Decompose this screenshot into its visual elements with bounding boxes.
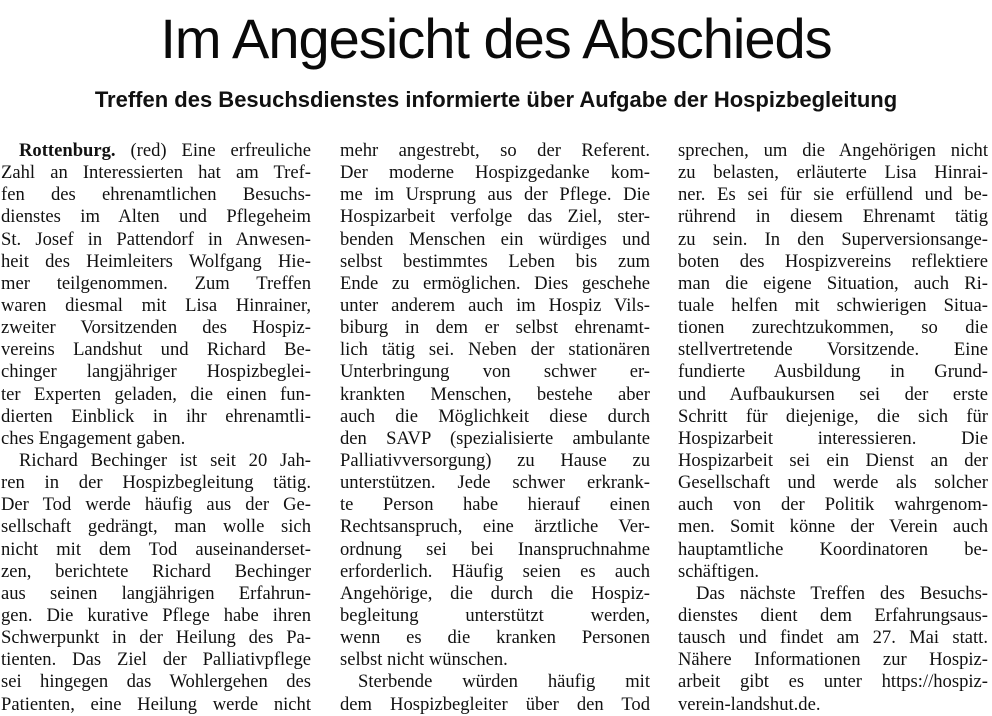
article-line: biburg in dem er selbst ehrenamt- bbox=[340, 317, 650, 339]
article-line: dem Hospizbegleiter über den Tod bbox=[340, 693, 650, 715]
article-line: dienstes im Alten und Pflegeheim bbox=[1, 206, 311, 228]
article-line: arbeit gibt es unter https://hospiz- bbox=[678, 671, 988, 693]
article-line: Zahl an Interessierten hat am Tref- bbox=[1, 162, 311, 184]
article-line: unter anderem auch im Hospiz Vils- bbox=[340, 294, 650, 316]
article-line: dierten Einblick in ihr ehrenamtli- bbox=[1, 405, 311, 427]
article-line: tuale helfen mit schwierigen Situa- bbox=[678, 294, 988, 316]
article-line: chinger langjähriger Hospizbeglei- bbox=[1, 361, 311, 383]
article-line: Hospizarbeit verfolge das Ziel, ster- bbox=[340, 206, 650, 228]
article-line: krankten Menschen, bestehe aber bbox=[340, 383, 650, 405]
article-line: den SAVP (spezialisierte ambulante bbox=[340, 427, 650, 449]
article-line: Unterbringung von schwer er- bbox=[340, 361, 650, 383]
article-line: fundierte Ausbildung in Grund- bbox=[678, 361, 988, 383]
article-line: nicht mit dem Tod auseinanderset- bbox=[1, 538, 311, 560]
article-line: me im Ursprung aus der Pflege. Die bbox=[340, 184, 650, 206]
article-line: rührend in diesem Ehrenamt tätig bbox=[678, 206, 988, 228]
article-line: aus seinen langjährigen Erfahrun- bbox=[1, 582, 311, 604]
article-line: te Person habe hierauf einen bbox=[340, 494, 650, 516]
article-line: dienstes dient dem Erfahrungsaus- bbox=[678, 604, 988, 626]
article-line: selbst nicht wünschen. bbox=[340, 649, 508, 671]
article-line: Hospizarbeit interessieren. Die bbox=[678, 427, 988, 449]
article-line bbox=[1, 140, 311, 162]
article-line: Gesellschaft und werde als solcher bbox=[678, 472, 988, 494]
article-line: Patienten, eine Heilung werde nicht bbox=[1, 693, 311, 715]
article-line: zu sein. In den Superversionsange- bbox=[678, 228, 988, 250]
article-line: hauptamtliche Koordinatoren be- bbox=[678, 538, 988, 560]
article-line: unterstützen. Jede schwer erkrank- bbox=[340, 472, 650, 494]
article-line: Palliativversorgung) zu Hause zu bbox=[340, 449, 650, 471]
text-column-2 bbox=[340, 140, 650, 716]
article-line: ter Experten geladen, die einen fun- bbox=[1, 383, 311, 405]
article-line: lich tätig sei. Neben der stationären bbox=[340, 339, 650, 361]
article-line: schäftigen. bbox=[678, 560, 760, 582]
subheadline: Treffen des Besuchsdienstes informierte über Aufgabe der Hospizbegleitung bbox=[94, 87, 898, 112]
article-line: heit des Heimleiters Wolfgang Hie- bbox=[1, 250, 311, 272]
article-line: zweiter Vorsitzenden des Hospiz- bbox=[1, 317, 311, 339]
article-line: erforderlich. Häufig seien es auch bbox=[340, 560, 650, 582]
article-line: waren diesmal mit Lisa Hinrainer, bbox=[1, 294, 311, 316]
article-line: ches Engagement gaben. bbox=[1, 427, 186, 449]
article-line-text: (red) Eine erfreuliche bbox=[115, 140, 311, 161]
article-line: mer teilgenommen. Zum Treffen bbox=[1, 272, 311, 294]
article-line: fen des ehrenamtlichen Besuchs- bbox=[1, 184, 311, 206]
article-line: Der Tod werde häufig aus der Ge- bbox=[1, 494, 311, 516]
article-line: tionen zurechtzukommen, so die bbox=[678, 317, 988, 339]
article-line: und Aufbaukursen sei der erste bbox=[678, 383, 988, 405]
article-line: Hospizarbeit sei ein Dienst an der bbox=[678, 449, 988, 471]
article-line: sprechen, um die Angehörigen nicht bbox=[678, 140, 988, 161]
article-line: man die eigene Situation, auch Ri- bbox=[678, 272, 988, 294]
article-line: auch von der Politik wahrgenom- bbox=[678, 494, 988, 516]
article-line: mehr angestrebt, so der Referent. bbox=[340, 140, 650, 161]
article-line: Schritt für diejenige, die sich für bbox=[678, 405, 988, 427]
article-line: Angehörige, die durch die Hospiz- bbox=[340, 582, 650, 604]
article-line: zen, berichtete Richard Bechinger bbox=[1, 560, 311, 582]
article-line: verein-landshut.de. bbox=[678, 693, 821, 715]
article-line: Das nächste Treffen des Besuchs- bbox=[696, 582, 988, 604]
article-line: Rechtsanspruch, eine ärztliche Ver- bbox=[340, 516, 650, 538]
article-line: boten des Hospizvereins reflektiere bbox=[678, 250, 988, 272]
article-line: wenn es die kranken Personen bbox=[340, 627, 650, 649]
article-line: tausch und findet am 27. Mai statt. bbox=[678, 627, 988, 649]
article-line: auch die Möglichkeit diese durch bbox=[340, 405, 650, 427]
article-line: vereins Landshut und Richard Be- bbox=[1, 339, 311, 361]
article-line: tienten. Das Ziel der Palliativpflege bbox=[1, 649, 311, 671]
article-line: zu belasten, erläuterte Lisa Hinrai- bbox=[678, 162, 988, 184]
article-line: ordnung sei bei Inanspruchnahme bbox=[340, 538, 650, 560]
article-line: sei hingegen das Wohlergehen des bbox=[1, 671, 311, 693]
article-line: men. Somit könne der Verein auch bbox=[678, 516, 988, 538]
text-column-1 bbox=[1, 140, 311, 716]
article-line: ner. Es sei für sie erfüllend und be- bbox=[678, 184, 988, 206]
headline: Im Angesicht des Abschieds bbox=[160, 7, 832, 70]
article-line: Der moderne Hospizgedanke kom- bbox=[340, 162, 650, 184]
article-line: Ende zu ermöglichen. Dies geschehe bbox=[340, 272, 650, 294]
article-line: Nähere Informationen zur Hospiz- bbox=[678, 649, 988, 671]
article-line: gen. Die kurative Pflege habe ihren bbox=[1, 604, 311, 626]
article-line: Richard Bechinger ist seit 20 Jah- bbox=[19, 449, 311, 471]
article-line: Schwerpunkt in der Heilung des Pa- bbox=[1, 627, 311, 649]
dateline: Rottenburg. bbox=[19, 140, 116, 161]
article-line: Sterbende würden häufig mit bbox=[358, 671, 650, 693]
article-line: benden Menschen ein würdiges und bbox=[340, 228, 650, 250]
article-line: ren in der Hospizbegleitung tätig. bbox=[1, 472, 311, 494]
article-line: begleitung unterstützt werden, bbox=[340, 604, 650, 626]
article-line: St. Josef in Pattendorf in Anwesen- bbox=[1, 228, 311, 250]
article-line: stellvertretende Vorsitzende. Eine bbox=[678, 339, 988, 361]
article-line: sellschaft gedrängt, man wolle sich bbox=[1, 516, 311, 538]
text-column-3 bbox=[678, 140, 988, 716]
article-line: selbst bestimmtes Leben bis zum bbox=[340, 250, 650, 272]
